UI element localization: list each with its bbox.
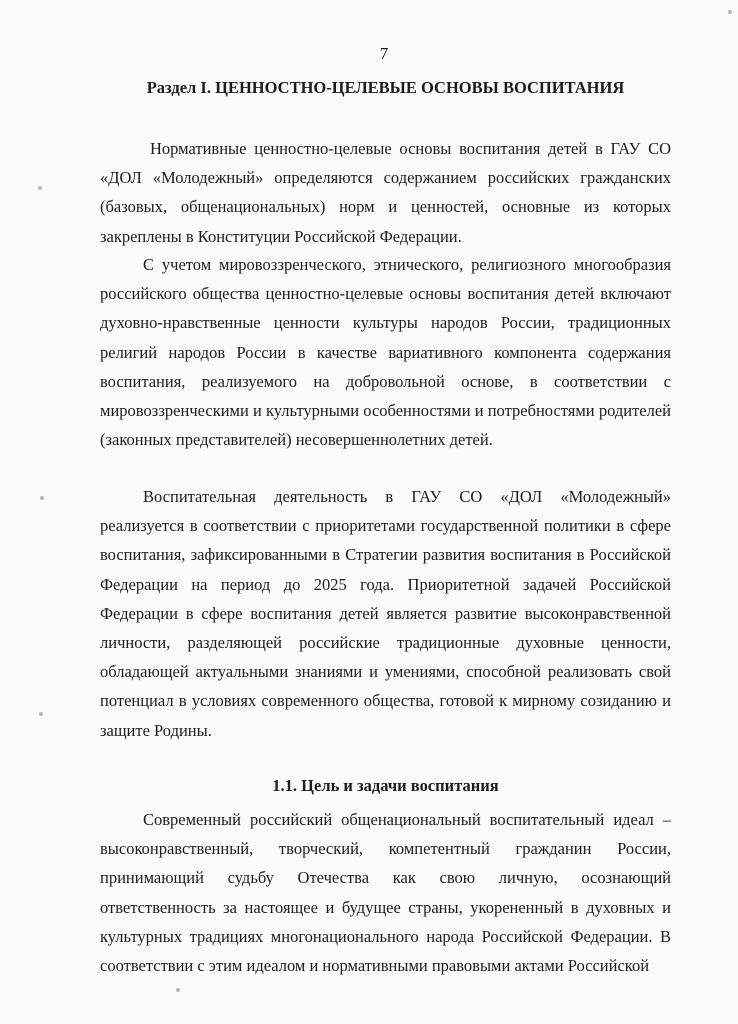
scan-speck xyxy=(728,10,732,14)
scan-speck xyxy=(39,712,43,716)
section-title: Раздел I. ЦЕННОСТНО-ЦЕЛЕВЫЕ ОСНОВЫ ВОСПИТАНИЯ xyxy=(146,78,625,97)
page-number: 7 xyxy=(379,44,389,63)
scan-speck xyxy=(38,186,42,190)
scan-speck xyxy=(40,496,44,500)
paragraph: Воспитательная деятельность в ГАУ СО «ДОЛ «Молодежный» реализуется в соответствии с приоритетами государственной политики в сфере воспитания, зафиксированными в Стратегии развития воспитания в Российской Федерации на период до 2025 года. Приоритетной задачей Российской Федерации в сфере воспитания детей является развитие высоконравственной личности, разделяющей российские традиционные духовные ценности, обладающей актуальными знаниями и умениями, способной реализовать свой потенциал в условиях современного общества, готовой к мирному созиданию и защите Родины. xyxy=(100,487,671,740)
paragraph: Нормативные ценностно-целевые основы воспитания детей в ГАУ СО «ДОЛ «Молодежный» определяются содержанием российских гражданских (базовых, общенациональных) норм и ценностей, основные из которых закреплены в Конституции Российской Федерации. xyxy=(100,139,671,246)
subsection-title: 1.1. Цель и задачи воспитания xyxy=(272,776,499,795)
paragraph: Современный российский общенациональный воспитательный идеал – высоконравственный, творческий, компетентный гражданин России, принимающий судьбу Отечества как свою личную, осознающий ответственность за настоящее и будущее страны, укорененный в духовных и культурных традициях многонационального народа Российской Федерации. В соответствии с этим идеалом и нормативными правовыми актами Российской xyxy=(100,810,671,976)
scan-speck xyxy=(176,988,180,992)
paragraph: С учетом мировоззренческого, этнического, религиозного многообразия российского общества ценностно-целевые основы воспитания детей включают духовно-нравственные ценности культуры народов России, традиционных религий народов России в качестве вариативного компонента содержания воспитания, реализуемого на добровольной основе, в соответствии с мировоззренческими и культурными особенностями и потребностями родителей (законных представителей) несовершеннолетних детей. xyxy=(100,255,671,450)
